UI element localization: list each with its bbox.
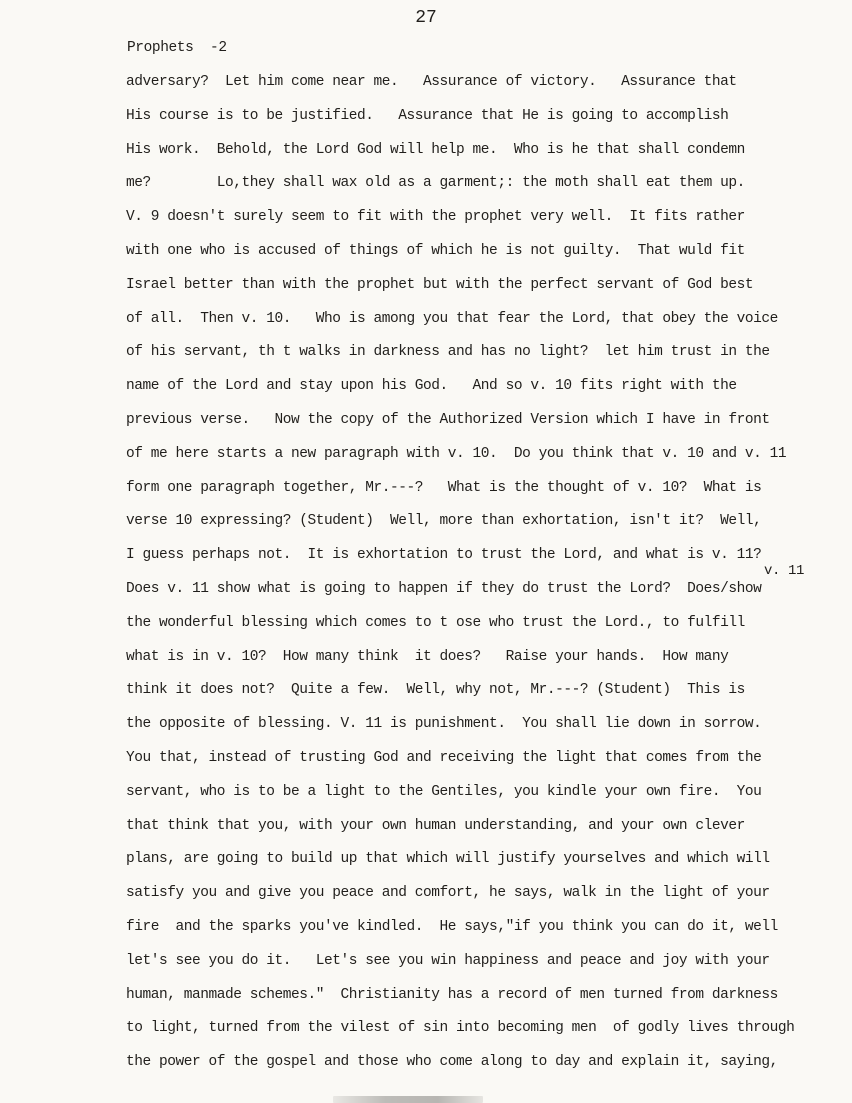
text-line: of me here starts a new paragraph with v. 10. Do you think that v. 10 and v. 11	[126, 445, 787, 462]
text-line: the wonderful blessing which comes to t ose who trust the Lord., to fulfill	[126, 614, 745, 631]
text-line: think it does not? Quite a few. Well, why not, Mr.---? (Student) This is	[126, 682, 745, 699]
text-line: the power of the gospel and those who come along to day and explain it, saying,	[126, 1054, 778, 1071]
text-line: Does v. 11 show what is going to happen if they do trust the Lord? Does/show	[126, 580, 762, 597]
text-line: previous verse. Now the copy of the Authorized Version which I have in front	[126, 411, 770, 428]
text-line: that think that you, with your own human understanding, and your own clever	[126, 817, 745, 834]
text-line: You that, instead of trusting God and receiving the light that comes from the	[126, 749, 762, 766]
text-line: what is in v. 10? How many think it does? Raise your hands. How many	[126, 648, 729, 665]
text-line: plans, are going to build up that which will justify yourselves and which will	[126, 851, 770, 868]
text-line: His work. Behold, the Lord God will help me. Who is he that shall condemn	[126, 141, 745, 158]
document-header: Prophets -2	[127, 40, 227, 56]
text-line: fire and the sparks you've kindled. He says,"if you think you can do it, well	[126, 918, 778, 935]
text-line: Israel better than with the prophet but with the perfect servant of God best	[126, 276, 754, 293]
text-line: to light, turned from the vilest of sin into becoming men of godly lives through	[126, 1020, 795, 1037]
text-line: His course is to be justified. Assurance that He is going to accomplish	[126, 107, 729, 124]
text-line: let's see you do it. Let's see you win happiness and peace and joy with your	[126, 952, 770, 969]
text-line: of his servant, th t walks in darkness and has no light? let him trust in the	[126, 344, 770, 361]
text-line: name of the Lord and stay upon his God. And so v. 10 fits right with the	[126, 378, 737, 395]
text-line: servant, who is to be a light to the Gentiles, you kindle your own fire. You	[126, 783, 762, 800]
text-line: human, manmade schemes." Christianity has a record of men turned from darkness	[126, 986, 778, 1003]
text-line: V. 9 doesn't surely seem to fit with the prophet very well. It fits rather	[126, 209, 745, 226]
text-line: of all. Then v. 10. Who is among you that fear the Lord, that obey the voice	[126, 310, 778, 327]
document-body	[126, 66, 836, 1080]
interlinear-insertion: v. 11	[764, 563, 805, 579]
text-line: adversary? Let him come near me. Assurance of victory. Assurance that	[126, 74, 737, 90]
text-line: the opposite of blessing. V. 11 is punishment. You shall lie down in sorrow.	[126, 716, 762, 733]
text-line: me? Lo,they shall wax old as a garment;: the moth shall eat them up.	[126, 175, 745, 192]
text-line: form one paragraph together, Mr.---? What is the thought of v. 10? What is	[126, 479, 762, 496]
page-number: 27	[415, 8, 437, 28]
text-line: with one who is accused of things of which he is not guilty. That wuld fit	[126, 242, 745, 259]
scan-artifact-bar	[333, 1096, 483, 1103]
text-line: I guess perhaps not. It is exhortation to trust the Lord, and what is v. 11?	[126, 547, 762, 564]
text-line: satisfy you and give you peace and comfort, he says, walk in the light of your	[126, 885, 770, 902]
text-line: verse 10 expressing? (Student) Well, more than exhortation, isn't it? Well,	[126, 513, 762, 530]
